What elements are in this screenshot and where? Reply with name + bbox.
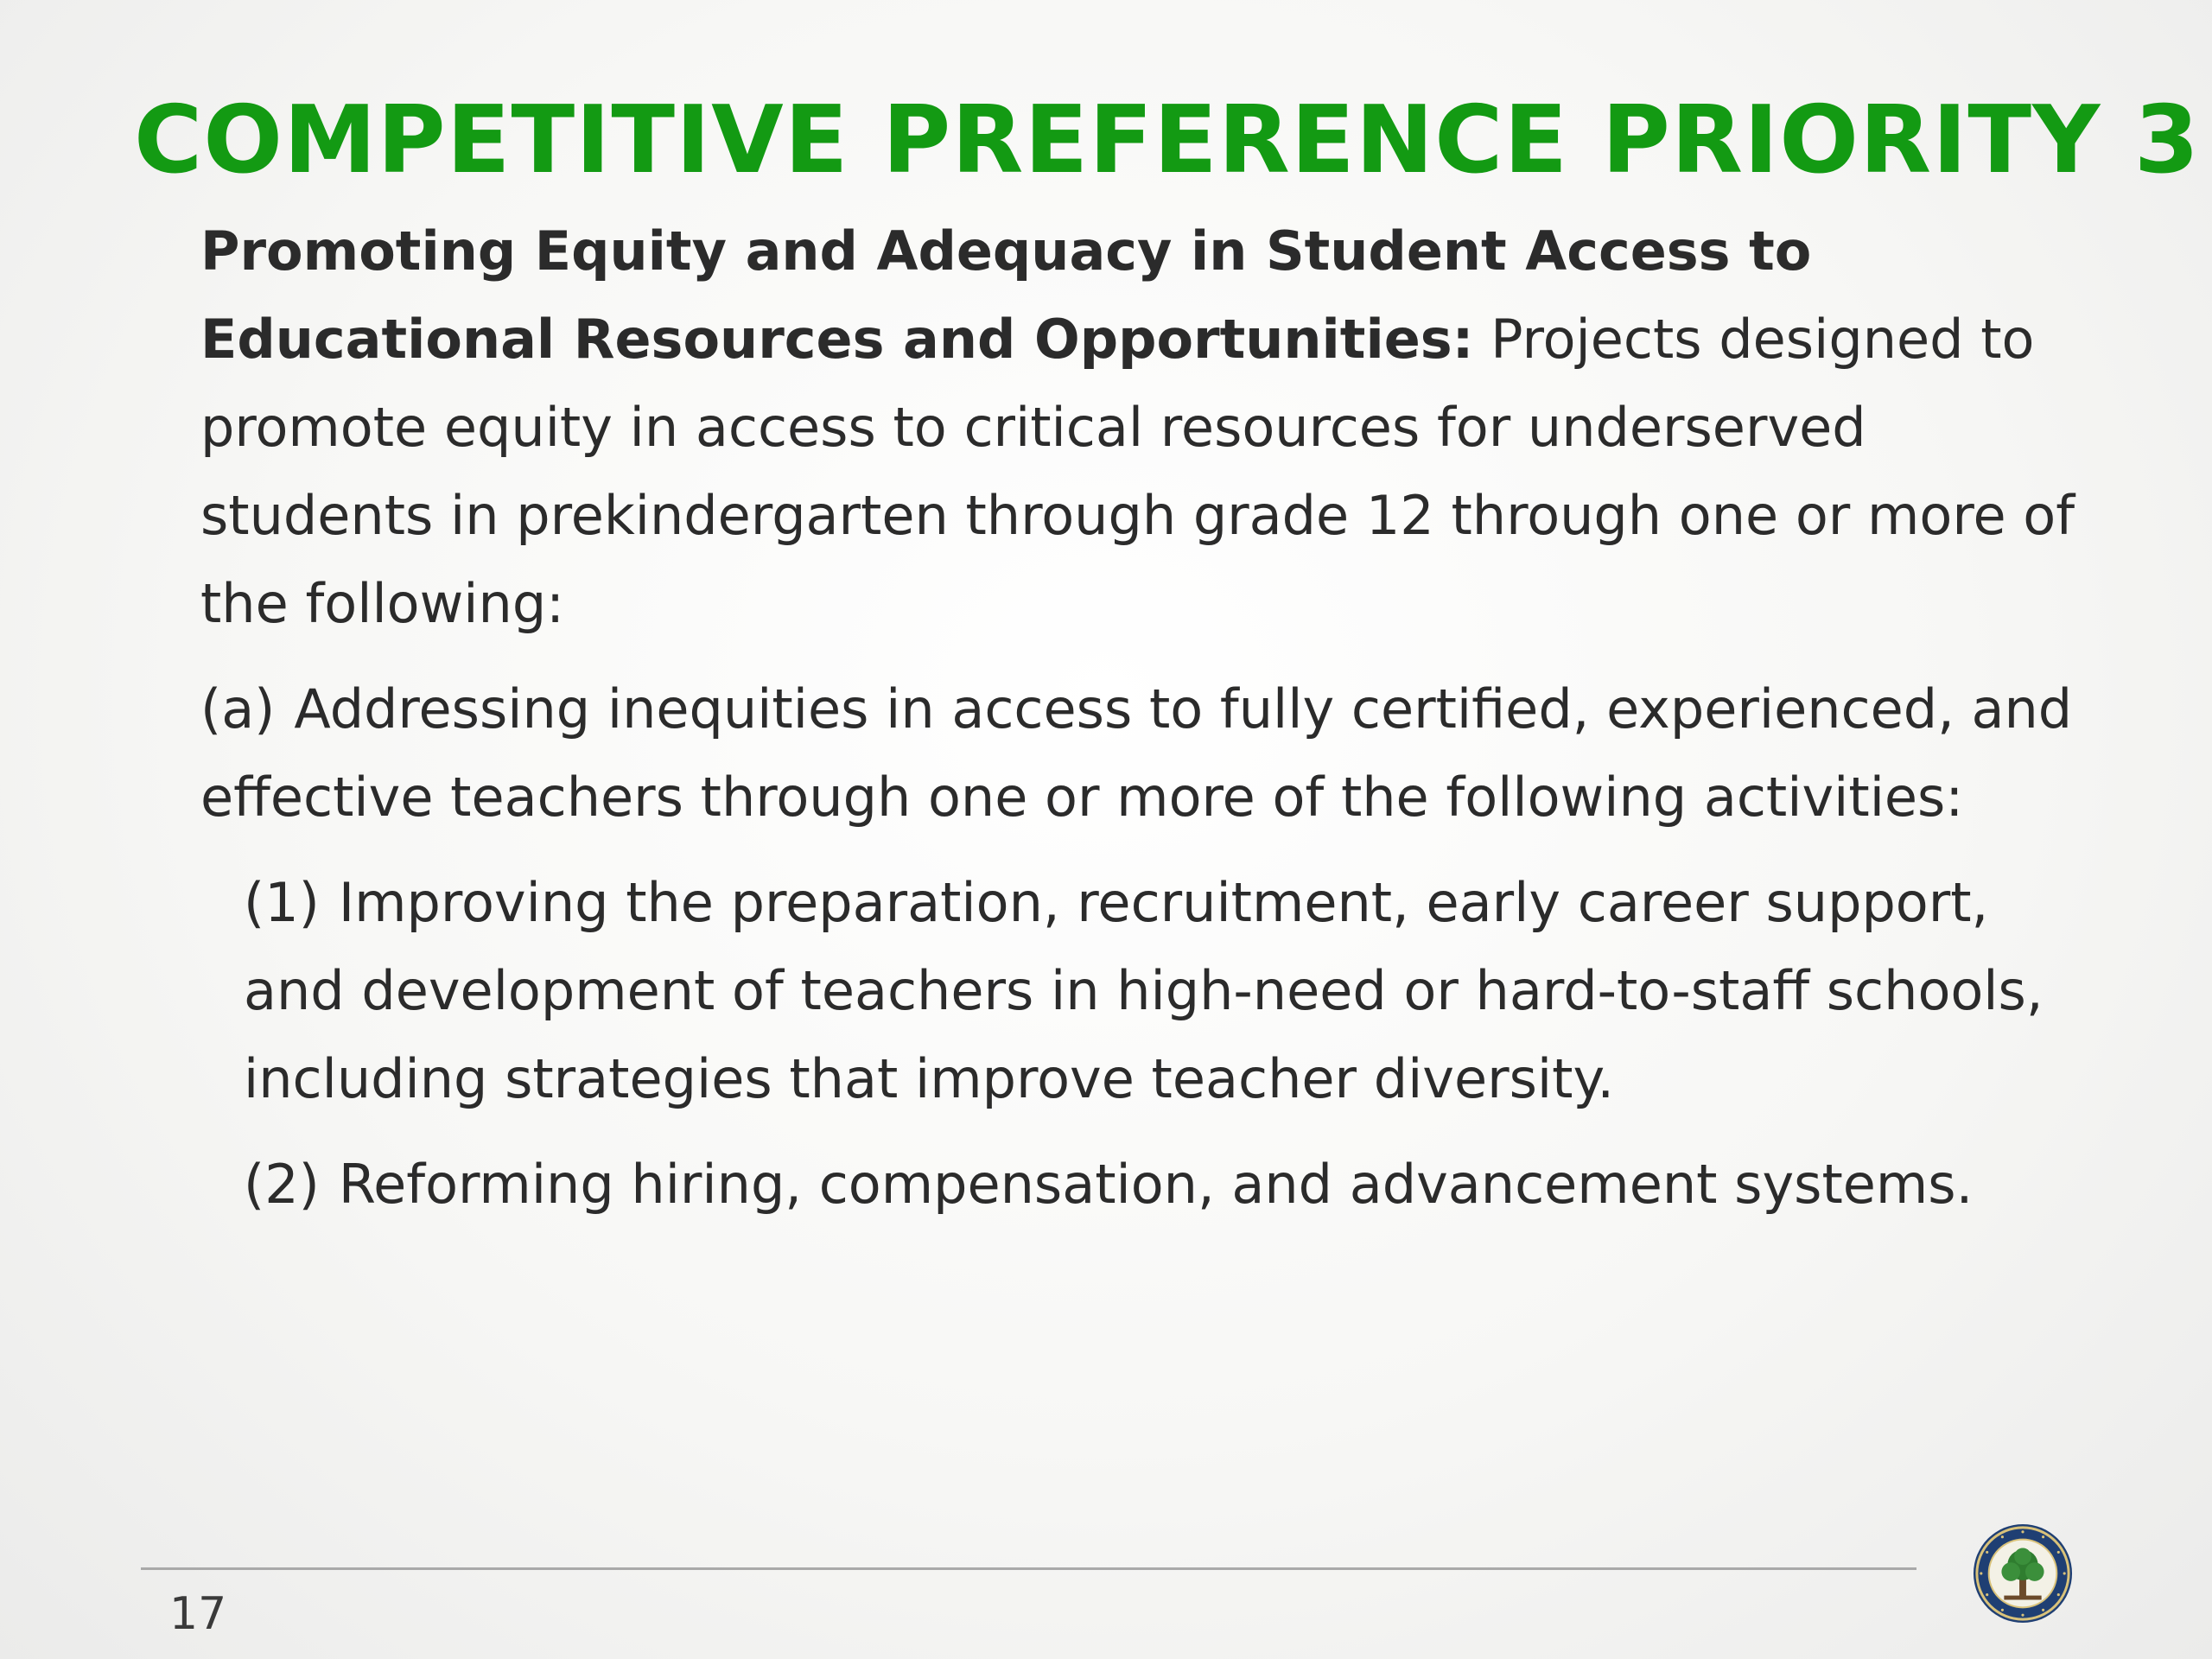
sub-item-1: [200, 859, 2084, 1123]
intro-lead: Promoting Equity and Adequacy in Student Access to Educational Resources and Opportunities:: [200, 219, 1812, 371]
department-of-education-seal-icon: [1972, 1522, 2074, 1624]
list-item-a-marker: (a): [200, 677, 276, 741]
sub-item-1-text: Improving the preparation, recruitment, early career support, and development of teachers in high-need or hard-to-staff schools, including strategies that improve teacher diversity.: [244, 871, 2044, 1110]
slide-title: COMPETITIVE PREFERENCE PRIORITY 3: [134, 86, 2201, 194]
slide-body: [200, 207, 2084, 1229]
page-number: 17: [169, 1588, 227, 1640]
list-item-a: [200, 665, 2084, 842]
sub-item-2-text: Reforming hiring, compensation, and advancement systems.: [338, 1153, 1974, 1216]
sub-item-1-marker: (1): [244, 871, 320, 934]
intro-paragraph: [200, 207, 2084, 648]
footer-divider: [141, 1567, 1916, 1570]
intro-text: Projects designed to promote equity in access to critical resources for underserved students in prekindergarten through grade 12 through one or more of the following:: [200, 308, 2075, 635]
list-item-a-text: Addressing inequities in access to fully certified, experienced, and effective teachers through one or more of the following activities:: [200, 677, 2073, 829]
sub-item-2: [200, 1141, 2084, 1229]
sub-item-2-marker: (2): [244, 1153, 320, 1216]
